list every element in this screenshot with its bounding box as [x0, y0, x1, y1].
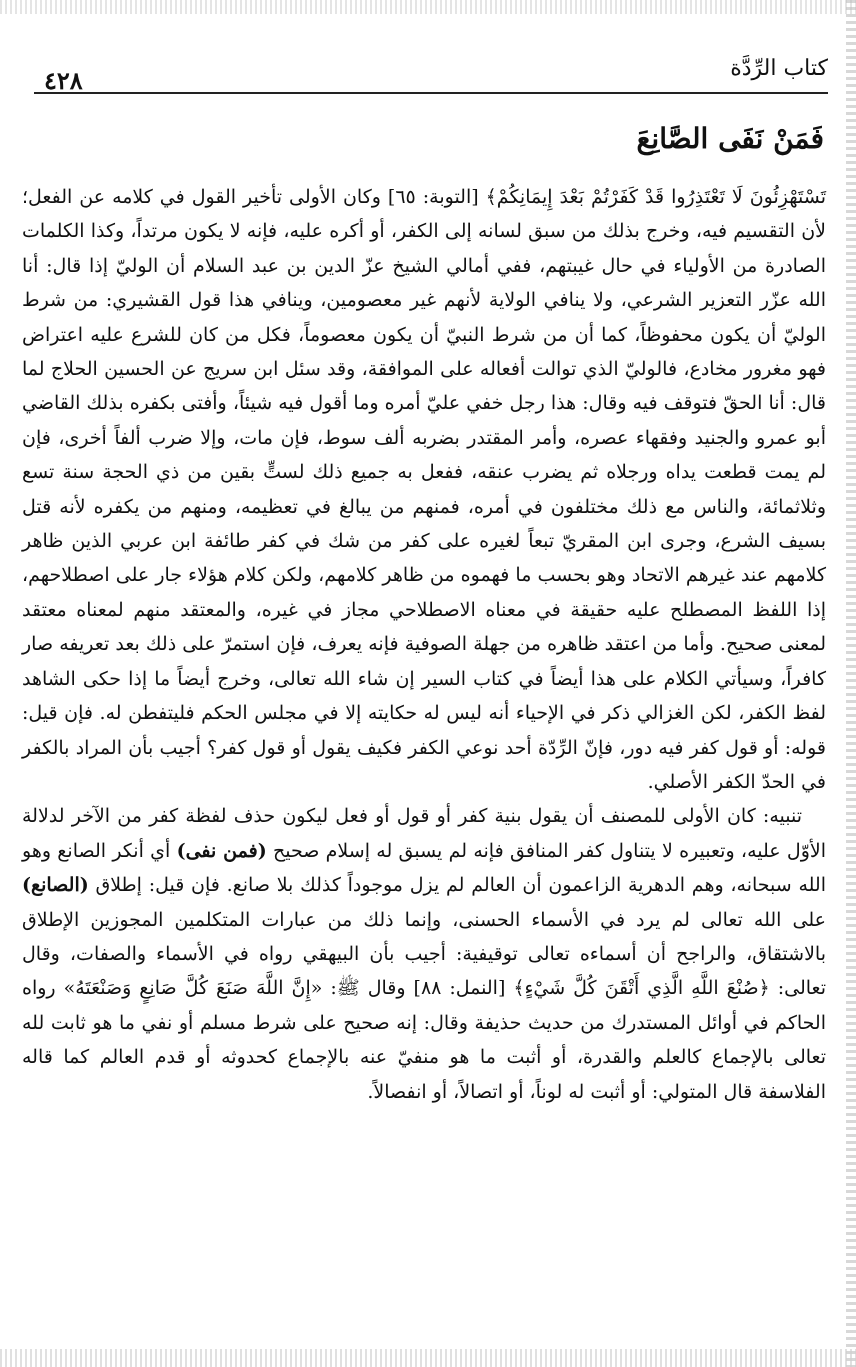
- page-edge-right: [846, 0, 856, 1367]
- paragraph-1: تَسْتَهْزِئُونَ لَا تَعْتَذِرُوا قَدْ كَفَرْتُمْ بَعْدَ إِيمَانِكُمْ﴾ [التوبة: ٦٥] وكان الأولى تأخير القول في كلامه عن الفعل؛ لأن التقسيم فيه، وخرج بذلك من سبق لسانه إلى الكفر، أو أكره عليه، فإنه لا يكون مرتداً، وكذا الكلمات الصادرة من الأولياء في حال غيبتهم، ففي أمالي الشيخ عزّ الدين بن عبد السلام أن الوليّ إذا قال: أنا الله عزّر التعزير الشرعي، ولا ينافي الولاية لأنهم غير معصومين، وينافي هذا قول القشيري: من شرط الوليّ أن يكون محفوظاً، كما أن من شرط النبيّ أن يكون معصوماً، فكل من كان للشرع عليه اعتراض فهو مغرور مخادع، فالوليّ الذي توالت أفعاله على الموافقة، وقد سئل ابن سريج عن الحسين الحلاج لما قال: أنا الحقّ فتوقف فيه وقال: هذا رجل خفي عليّ أمره وما أقول فيه شيئاً، وأفتى بكفره بذلك القاضي أبو عمرو والجنيد وفقهاء عصره، وأمر المقتدر بضربه ألف سوط، فإن مات، وإلا ضرب ألفاً أخرى، فإن لم يمت قطعت يداه ورجلاه ثم يضرب عنقه، ففعل به جميع ذلك لستٍّ بقين من ذي الحجة سنة تسع وثلاثمائة، والناس مع ذلك مختلفون في أمره، فمنهم من يبالغ في تعظيمه، ومنهم من يكفره لأنه قتل بسيف الشرع، وجرى ابن المقريّ تبعاً لغيره على كفر من شك في كفر طائفة ابن عربي الذين ظاهر كلامهم عند غيرهم الاتحاد وهو بحسب ما فهموه من ظاهر كلامهم، ولكن كلام هؤلاء جار على اصطلاحهم، إذا اللفظ المصطلح عليه حقيقة في معناه الاصطلاحي مجاز في غيره، والمعتقد منهم لمعناه معتقد لمعنى صحيح. وأما من اعتقد ظاهره من جهلة الصوفية فإنه يعرف، فإن استمرّ على ذلك بعد تعريفه صار كافراً، وسيأتي الكلام على هذا أيضاً في كتاب السير إن شاء الله تعالى، وخرج أيضاً ما إذا حكى الشاهد لفظ الكفر، لكن الغزالي ذكر في الإحياء أنه ليس له حكايته إلا في مجلس الحكم فليتفطن له. فإن قيل: قوله: أو قول كفر فيه دور، فإنّ الرِّدّة أحد نوعي الكفر فكيف يقول أو قول كفر؟ أجيب بأن المراد بالكفر في الحدّ الكفر الأصلي.: [22, 186, 826, 793]
- page-number: ٤٢٨: [44, 66, 83, 95]
- page-header: [34, 46, 828, 94]
- quoted-term-al-sani: (الصانع): [22, 874, 89, 897]
- paragraph-2: [22, 799, 826, 1109]
- body-text: [22, 180, 826, 1109]
- paragraph-2-rest: على الله تعالى لم يرد في الأسماء الحسنى، وإنما ذلك من عبارات المتكلمين المجوزين الإطلاق بالاشتقاق، والراجح أن أسماءه تعالى توقيفية: أجيب بأن البيهقي رواه في الأسماء والصفات، وقال تعالى: ﴿صُنْعَ اللَّهِ الَّذِي أَتْقَنَ كُلَّ شَيْءٍ﴾ [النمل: ٨٨] وقال ﷺ: «إِنَّ اللَّهَ صَنَعَ كُلَّ صَانِعٍ وَصَنْعَتَهُ» رواه الحاكم في أوائل المستدرك من حديث حذيفة وقال: إنه صحيح على شرط مسلم أو نفي ما هو ثابت لله تعالى بالإجماع كالعلم والقدرة، أو أثبت ما هو منفيّ عنه بالإجماع كحدوثه أو قدم العالم كما قاله الفلاسفة قال المتولي: أو أثبت له لوناً، أو اتصالاً، أو انفصالاً.: [22, 908, 827, 1103]
- page-edge-bottom: [0, 1349, 856, 1367]
- paragraph-2-middle: أي أنكر الصانع وهو الله سبحانه، وهم الدهرية الزاعمون أن العالم لم يزل موجوداً كذلك بلا صانع. فإن قيل: إطلاق: [22, 839, 826, 897]
- page-edge-top: [0, 0, 856, 14]
- quoted-term-fa-man-nafa: (فمن نفى): [176, 839, 267, 862]
- paragraph-2-intro: تنبيه: كان الأولى للمصنف أن يقول بنية كفر أو قول أو فعل ليكون حذف لفظة كفر من الآخر لدلالة الأوّل عليه، وتعبيره لا يتناول كفر المنافق فإنه لم يسبق له إسلام صحيح: [22, 805, 826, 862]
- section-heading: فَمَنْ نَفَى الصَّانِعَ: [636, 122, 824, 155]
- running-title: كتاب الرِّدَّة: [730, 56, 828, 81]
